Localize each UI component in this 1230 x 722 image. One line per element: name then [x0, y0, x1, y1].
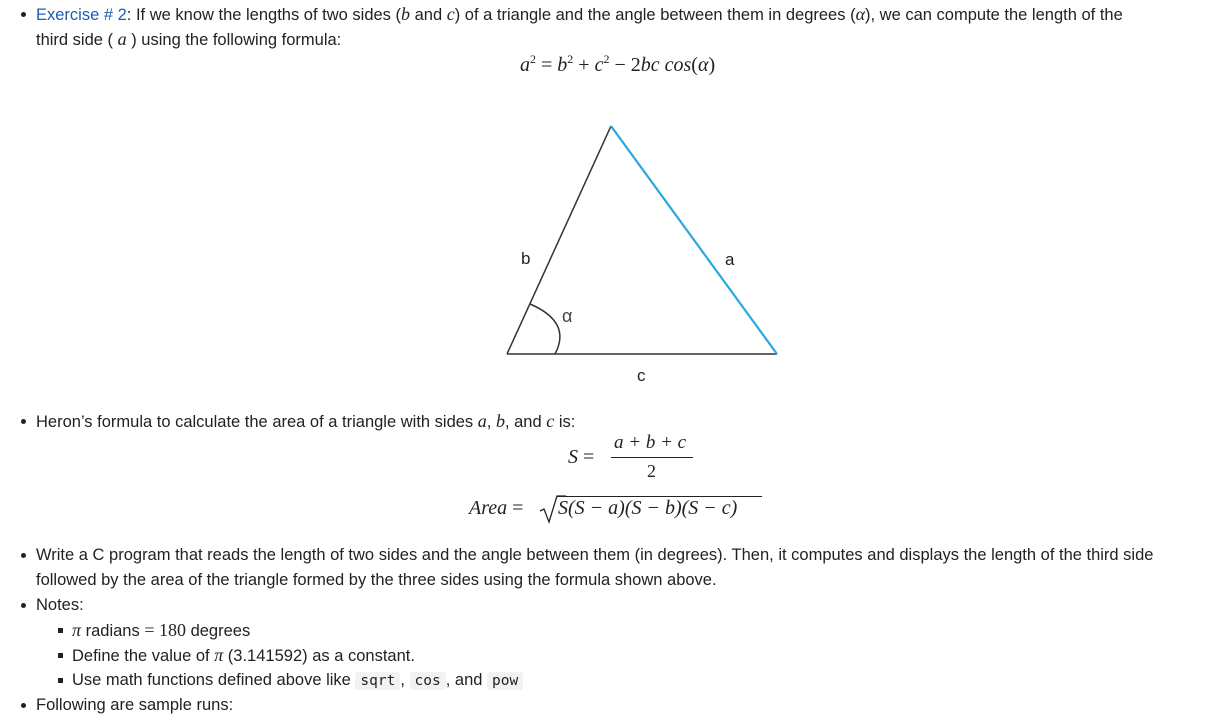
- side-a: [611, 126, 777, 354]
- radicand-overline: [557, 496, 762, 497]
- label-c: c: [637, 366, 646, 385]
- notes-title: Notes:: [36, 596, 84, 614]
- heron-line: Heron’s formula to calculate the area of a triangle with sides a, b, and c is:: [36, 411, 576, 431]
- side-b: [507, 126, 611, 354]
- sample-runs-line: Following are sample runs:: [36, 696, 234, 714]
- semi-perimeter-numerator: a + b + c: [614, 432, 687, 453]
- law-of-cosines-formula: $a^2 = b^2 + c^2 - 2bc$ cos(α): [520, 52, 716, 76]
- area-formula-radicand: S(S − a)(S − b)(S − c): [558, 497, 738, 519]
- label-alpha: α: [562, 306, 573, 326]
- note-define-pi: Define the value of π (3.141592) as a constant.: [72, 645, 415, 665]
- exercise2-line1: Exercise # 2: If we know the lengths of two sides (b and c) of a triangle and the angle between them in degrees (α), we can compute the length of the: [36, 4, 1123, 24]
- label-a: a: [725, 250, 735, 269]
- program-line1: Write a C program that reads the length of two sides and the angle between them (in degrees). Then, it computes and displays the length of the third side: [36, 546, 1154, 564]
- program-line2: followed by the area of the triangle formed by the three sides using the formula shown above.: [36, 571, 717, 589]
- code-pow: pow: [487, 672, 523, 690]
- semi-perimeter-fraction-bar: [611, 457, 693, 458]
- note-pi-radians: π radians = 180 degrees: [72, 620, 251, 640]
- code-cos: cos: [410, 672, 446, 690]
- exercise2-line2: third side ( a ) using the following formula:: [36, 29, 342, 49]
- exercise2-link[interactable]: Exercise # 2: [36, 6, 127, 24]
- area-formula-lhs: Area =: [469, 497, 524, 519]
- code-sqrt: sqrt: [355, 672, 400, 690]
- semi-perimeter-lhs: S =: [568, 446, 595, 468]
- label-b: b: [521, 249, 531, 268]
- angle-alpha-arc: [530, 304, 560, 354]
- note-math-functions: Use math functions defined above like sqrt , cos , and pow: [72, 670, 523, 691]
- semi-perimeter-denominator: 2: [647, 461, 656, 481]
